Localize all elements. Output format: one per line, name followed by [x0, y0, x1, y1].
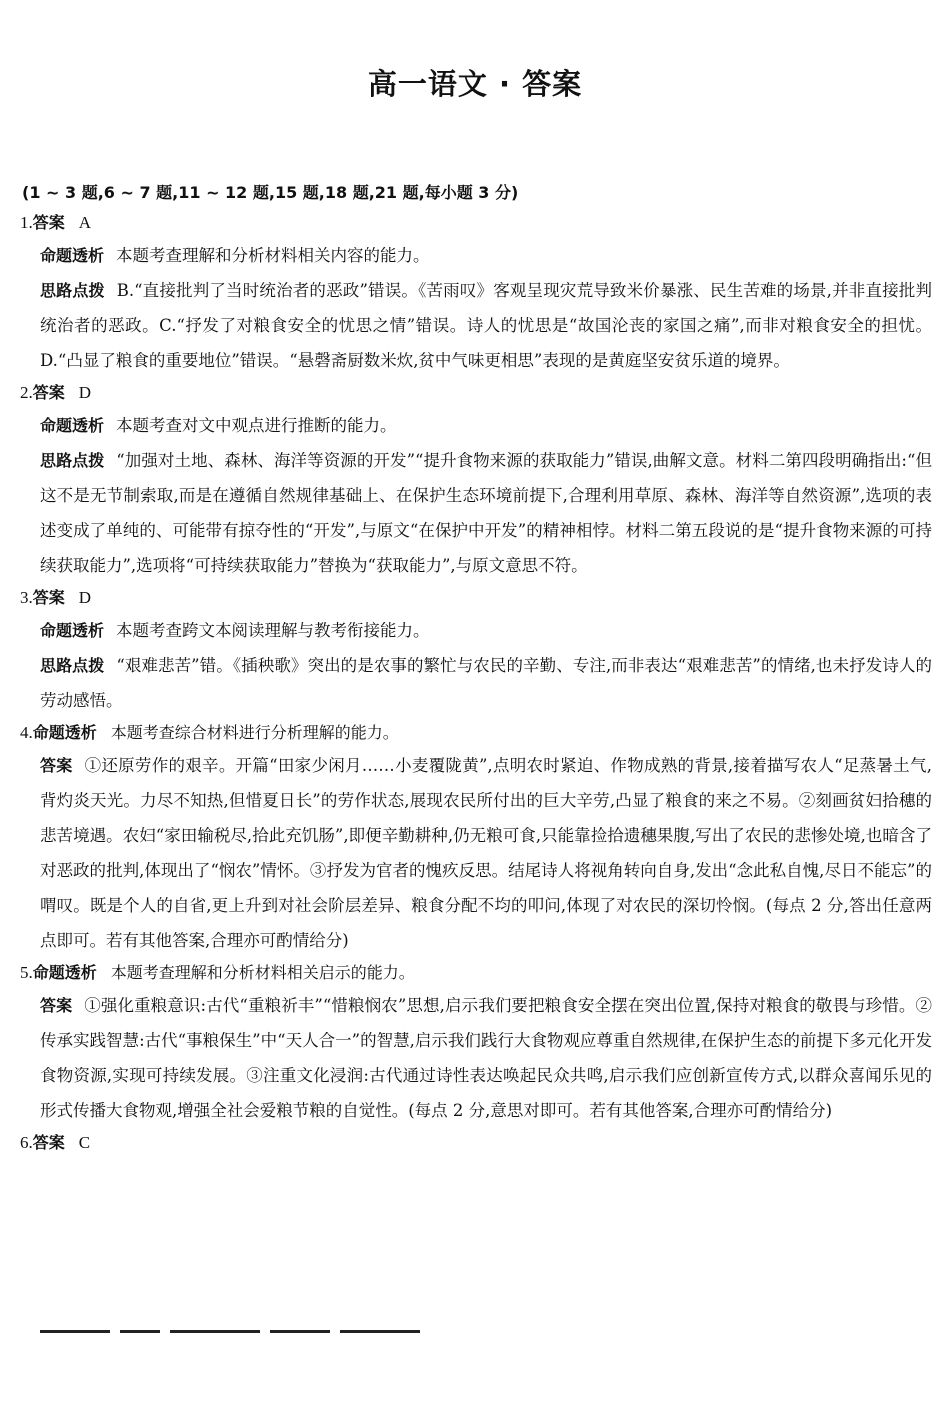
answer-label: 答案: [40, 756, 73, 775]
answer-paragraph: [40, 748, 932, 958]
intent-text: 本题考查综合材料进行分析理解的能力。: [110, 723, 399, 742]
question-1-header: [20, 208, 932, 238]
question-number: 4.: [20, 723, 33, 742]
question-6: [20, 1128, 932, 1158]
question-number: 3.: [20, 588, 33, 607]
hint-text: “艰难悲苦”错。《插秧歌》突出的是农事的繁忙与农民的辛勤、专注,而非表达“艰难悲苦”的情绪,也未抒发诗人的劳动感悟。: [40, 656, 932, 710]
question-5-header: [20, 958, 932, 988]
question-2-header: [20, 378, 932, 408]
answer-choice: D: [78, 588, 92, 607]
hint-paragraph: [40, 648, 932, 718]
hint-label: 思路点拨: [40, 656, 105, 675]
intent-label: 命题透析: [40, 246, 105, 265]
answer-text: ①强化重粮意识:古代“重粮祈丰”“惜粮悯农”思想,启示我们要把粮食安全摆在突出位置,保持对粮食的敬畏与珍惜。②传承实践智慧:古代“事粮保生”中“天人合一”的智慧,启示我们践行大食物观应尊重自然规律,在保护生态的前提下多元化开发食物资源,实现可持续发展。③注重文化浸润:古代通过诗性表达唤起民众共鸣,启示我们应创新宣传方式,以群众喜闻乐见的形式传播大食物观,增强全社会爱粮节粮的自觉性。(每点 2 分,意思对即可。若有其他答案,合理亦可酌情给分): [40, 996, 932, 1120]
intent-label: 命题透析: [40, 621, 105, 640]
answer-text: ①还原劳作的艰辛。开篇“田家少闲月……小麦覆陇黄”,点明农时紧迫、作物成熟的背景,接着描写农人“足蒸暑土气,背灼炎天光。力尽不知热,但惜夏日长”的劳作状态,展现农民所付出的巨大辛劳,凸显了粮食的来之不易。②刻画贫妇拾穗的悲苦境遇。农妇“家田输税尽,拾此充饥肠”,即便辛勤耕种,仍无粮可食,只能靠捡拾遗穗果腹,写出了农民的悲惨处境,也暗含了对恶政的批判,体现出了“悯农”情怀。③抒发为官者的愧疚反思。结尾诗人将视角转向自身,发出“念此私自愧,尽日不能忘”的喟叹。既是个人的自省,更上升到对社会阶层差异、粮食分配不均的叩问,体现了对农民的深切怜悯。(每点 2 分,答出任意两点即可。若有其他答案,合理亦可酌情给分): [40, 756, 932, 950]
intent-text: 本题考查跨文本阅读理解与教考衔接能力。: [116, 621, 430, 640]
intent-text: 本题考查理解和分析材料相关内容的能力。: [116, 246, 430, 265]
question-3: [20, 583, 932, 718]
hint-label: 思路点拨: [40, 281, 105, 300]
answer-choice: D: [78, 383, 92, 402]
answer-label: 答案: [32, 1133, 65, 1152]
cropped-next-line: [40, 1330, 480, 1344]
question-number: 1.: [20, 213, 33, 232]
answer-content: [20, 178, 932, 1158]
hint-paragraph: [40, 273, 932, 378]
hint-text: “加强对土地、森林、海洋等资源的开发”“提升食物来源的获取能力”错误,曲解文意。材料二第四段明确指出:“但这不是无节制索取,而是在遵循自然规律基础上、在保护生态环境前提下,合理利用草原、森林、海洋等自然资源”,选项的表述变成了单纯的、可能带有掠夺性的“开发”,与原文“在保护中开发”的精神相悖。材料二第五段说的是“提升食物来源的可持续获取能力”,选项将“可持续获取能力”替换为“获取能力”,与原文意思不符。: [40, 451, 932, 575]
intent-line: [40, 613, 932, 648]
hint-text: B.“直接批判了当时统治者的恶政”错误。《苦雨叹》客观呈现灾荒导致米价暴涨、民生苦难的场景,并非直接批判统治者的恶政。C.“抒发了对粮食安全的忧思之情”错误。诗人的忧思是“故国沦丧的家国之痛”,而非对粮食安全的担忧。D.“凸显了粮食的重要地位”错误。“悬磬斋厨数米炊,贫中气味更相思”表现的是黄庭坚安贫乐道的境界。: [40, 281, 932, 370]
answer-label: 答案: [32, 213, 65, 232]
answer-label: 答案: [40, 996, 73, 1015]
answer-label: 答案: [32, 588, 65, 607]
scoring-note: (1 ~ 3 题,6 ~ 7 题,11 ~ 12 题,15 题,18 题,21 题,每小题 3 分): [22, 183, 519, 202]
question-number: 5.: [20, 963, 33, 982]
answer-choice: A: [78, 213, 92, 232]
question-number: 6.: [20, 1133, 33, 1152]
question-5: [20, 958, 932, 1128]
intent-text: 本题考查对文中观点进行推断的能力。: [116, 416, 397, 435]
hint-label: 思路点拨: [40, 451, 105, 470]
page-title: 高一语文 · 答案: [367, 67, 583, 101]
answer-choice: C: [78, 1133, 91, 1152]
intent-label: 命题透析: [40, 416, 105, 435]
question-2: [20, 378, 932, 583]
intent-text: 本题考查理解和分析材料相关启示的能力。: [110, 963, 415, 982]
question-1: [20, 208, 932, 378]
intent-label: 命题透析: [32, 963, 97, 982]
answer-paragraph: [40, 988, 932, 1128]
question-6-header: [20, 1128, 932, 1158]
question-4: [20, 718, 932, 958]
answer-label: 答案: [32, 383, 65, 402]
intent-line: [40, 238, 932, 273]
question-3-header: [20, 583, 932, 613]
question-number: 2.: [20, 383, 33, 402]
hint-paragraph: [40, 443, 932, 583]
question-4-header: [20, 718, 932, 748]
intent-line: [40, 408, 932, 443]
intent-label: 命题透析: [32, 723, 97, 742]
